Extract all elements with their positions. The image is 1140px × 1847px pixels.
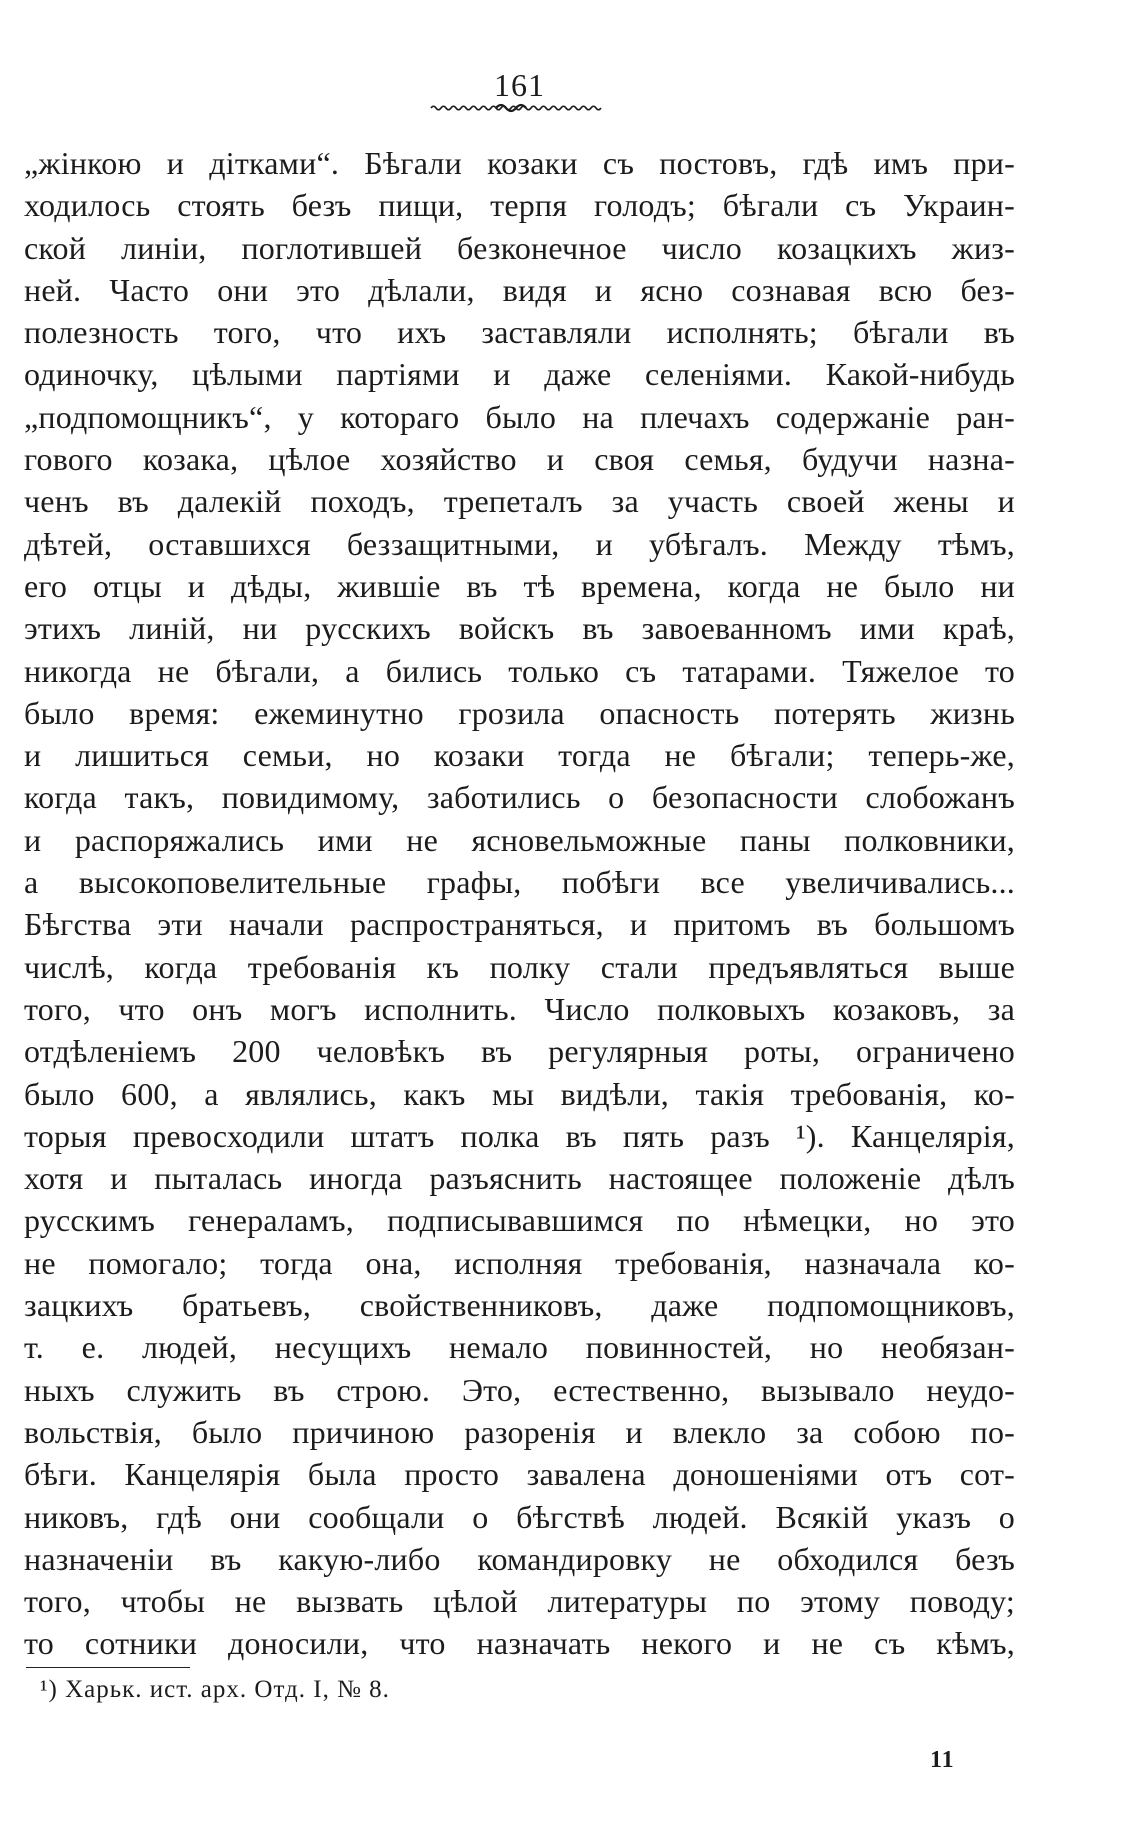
text-line: русскимъ генераламъ, подписывавшимся по нѣмецки, но это (24, 1202, 1015, 1239)
text-line: было время: ежеминутно грозила опасность потерять жизнь (24, 694, 1015, 731)
text-line: полезность того, что ихъ заставляли исполнять; бѣгали въ (24, 314, 1015, 351)
text-line: дѣтей, оставшихся беззащитными, и убѣгалъ. Между тѣмъ, (24, 525, 1015, 562)
wavy-ornament (430, 100, 602, 116)
text-line: „подпомощникъ“, у котораго было на плечахъ содержаніе ран- (24, 398, 1015, 435)
text-line: хотя и пыталась иногда разъяснить настоящее положеніе дѣлъ (24, 1160, 1015, 1197)
text-line: зацкихъ братьевъ, свойственниковъ, даже подпомощниковъ, (24, 1287, 1015, 1324)
text-line: ней. Часто они это дѣлали, видя и ясно сознавая всю без- (24, 271, 1015, 308)
text-line: никогда не бѣгали, а бились только съ татарами. Тяжелое то (24, 652, 1015, 689)
text-line: и лишиться семьи, но козаки тогда не бѣгали; теперь-же, (24, 737, 1015, 774)
text-line: назначеніи въ какую-либо командировку не обходился безъ (24, 1540, 1015, 1577)
text-line: а высокоповелительные графы, побѣги все увеличивались... (24, 864, 1015, 901)
text-line: того, чтобы не вызвать цѣлой литературы по этому поводу; (24, 1583, 1015, 1620)
page-number: 161 (494, 67, 545, 103)
text-line: то сотники доносили, что назначать некого и не съ кѣмъ, (24, 1625, 1015, 1662)
text-line: ходилось стоять безъ пищи, терпя голодъ; бѣгали съ Украин- (24, 187, 1015, 224)
body-text (24, 142, 1015, 1665)
text-line: отдѣленіемъ 200 человѣкъ въ регулярныя роты, ограничено (24, 1033, 1015, 1070)
text-line: одиночку, цѣлыми партіями и даже селеніями. Какой-нибудь (24, 356, 1015, 393)
text-line: этихъ линій, ни русскихъ войскъ въ завоеванномъ ими краѣ, (24, 610, 1015, 647)
text-line: вольствія, было причиною разоренія и влекло за собою по- (24, 1413, 1015, 1450)
text-line: Бѣгства эти начали распространяться, и притомъ въ большомъ (24, 906, 1015, 943)
text-line: числѣ, когда требованія къ полку стали предъявляться выше (24, 948, 1015, 985)
text-line: ской линіи, поглотившей безконечное число козацкихъ жиз- (24, 229, 1015, 266)
footnote-divider (26, 1667, 190, 1668)
text-line: „жінкою и дітками“. Бѣгали козаки съ постовъ, гдѣ имъ при- (24, 145, 1015, 181)
text-line: было 600, а являлись, какъ мы видѣли, такія требованія, ко- (24, 1075, 1015, 1112)
signature-mark: 11 (930, 1747, 955, 1773)
text-line: ченъ въ далекій походъ, трепеталъ за участь своей жены и (24, 483, 1015, 520)
text-line: торыя превосходили штатъ полка въ пять разъ ¹). Канцелярія, (24, 1117, 1015, 1154)
text-line: гового козака, цѣлое хозяйство и своя семья, будучи назна- (24, 441, 1015, 478)
text-line: ныхъ служить въ строю. Это, естественно, вызывало неудо- (24, 1371, 1015, 1408)
text-line: никовъ, гдѣ они сообщали о бѣгствѣ людей. Всякій указъ о (24, 1498, 1015, 1535)
text-line: т. е. людей, несущихъ немало повинностей, но необязан- (24, 1329, 1015, 1366)
text-line: бѣги. Канцелярія была просто завалена доношеніями отъ сот- (24, 1456, 1015, 1493)
text-line: того, что онъ могъ исполнить. Число полковыхъ козаковъ, за (24, 990, 1015, 1027)
text-line: не помогало; тогда она, исполняя требованія, назначала ко- (24, 1244, 1015, 1281)
text-line: и распоряжались ими не ясновельможные паны полковники, (24, 821, 1015, 858)
footnote: ¹) Харьк. ист. арх. Отд. I, № 8. (40, 1676, 390, 1703)
text-line: его отцы и дѣды, жившіе въ тѣ времена, когда не было ни (24, 567, 1015, 604)
text-line: когда такъ, повидимому, заботились о безопасности слобожанъ (24, 779, 1015, 816)
